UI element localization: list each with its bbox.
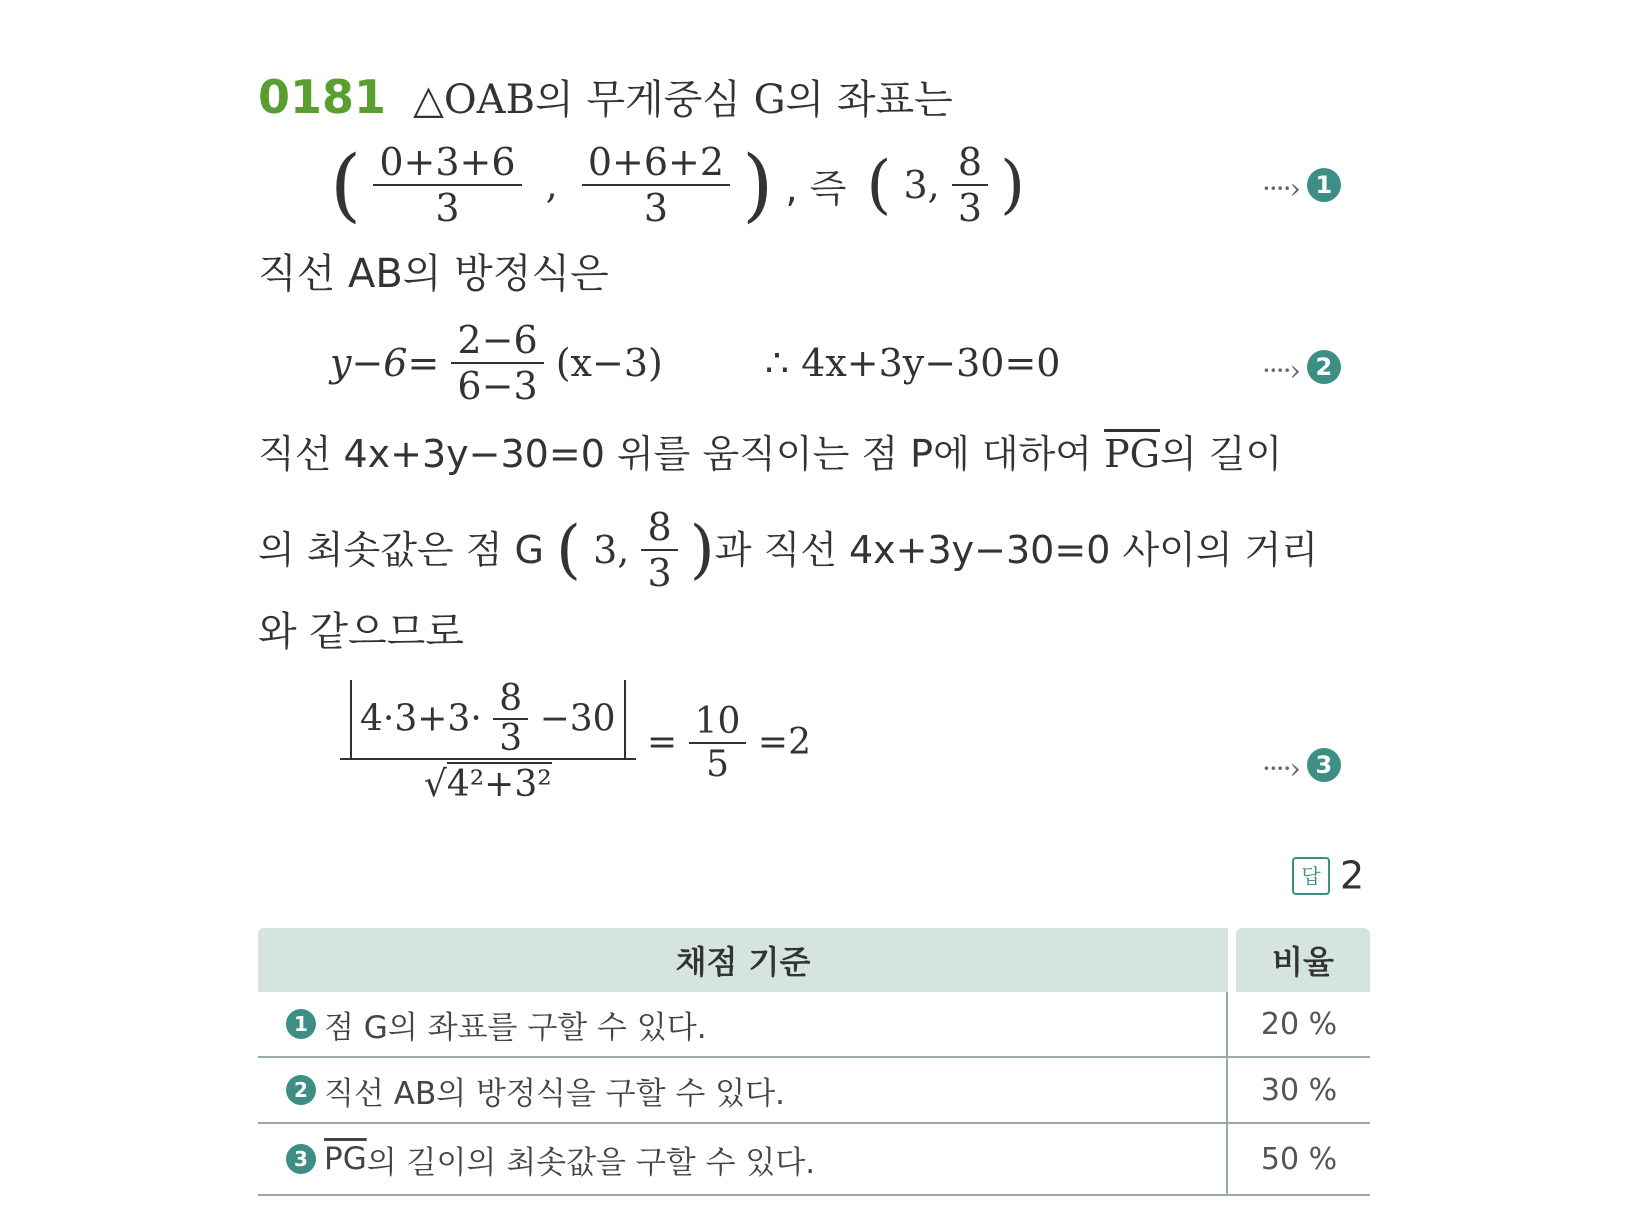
intro-text: △OAB의 무게중심 G의 좌표는	[413, 77, 953, 123]
fraction: $\frac{8}{3}$	[952, 140, 988, 230]
table-row: 3 $\overline{PG}$ 의 길이의 최솟값을 구할 수 있다. 50 %	[258, 1124, 1370, 1196]
step-marker-1: ····› 1	[1262, 168, 1341, 205]
table-header	[258, 928, 1370, 992]
fraction: $\frac{10}{5}$	[689, 701, 747, 785]
line-equation: y−6= $\frac{2-6}{6-3}$ (x−3) ∴ 4x+3y−30=0	[330, 318, 1061, 408]
paragraph-line-1: 직선 4x+3y−30=0 위를 움직이는 점 P에 대하여 $\overline{PG}$의 길이	[258, 432, 1283, 476]
answer-icon: 답	[1292, 857, 1330, 895]
sqrt-symbol: √	[423, 764, 447, 805]
fraction: $\frac{0+6+2}{3}$	[582, 140, 730, 230]
paren-open: (	[330, 138, 362, 231]
distance-formula: 4·3+3· $\frac{8}{3}$ −30 √4²+3² = $\frac{10}{5}$ =2	[340, 680, 811, 805]
problem-number: 0181	[258, 70, 387, 124]
fraction: $\frac{8}{3}$	[641, 505, 677, 595]
table-row: 2 직선 AB의 방정식을 구할 수 있다. 30 %	[258, 1058, 1370, 1124]
problem-header	[258, 70, 953, 124]
header-criteria: 채점 기준	[258, 928, 1236, 992]
header-ratio: 비율	[1236, 928, 1370, 992]
centroid-expression: ( $\frac{0+3+6}{3}$ , $\frac{0+6+2}{3}$ ) , 즉 ( 3, $\frac{8}{3}$ )	[330, 138, 1026, 231]
connector-text: , 즉	[785, 166, 847, 211]
line-ab-text: 직선 AB의 방정식은	[258, 251, 609, 297]
step-marker-2: ····› 2	[1262, 350, 1341, 387]
paragraph-line-2: 의 최솟값은 점 G ( 3, $\frac{8}{3}$ )과 직선 4x+3y−30=0 사이의 거리	[258, 505, 1319, 595]
table-row: 1 점 G의 좌표를 구할 수 있다. 20 %	[258, 992, 1370, 1058]
absolute-value: 4·3+3· $\frac{8}{3}$ −30	[350, 680, 626, 758]
fraction: $\frac{2-6}{6-3}$	[451, 318, 543, 408]
answer: 답 2	[1292, 850, 1364, 898]
paren-close: )	[742, 138, 774, 231]
fraction: $\frac{8}{3}$	[493, 680, 528, 758]
step-marker-3: ····› 3	[1262, 748, 1341, 785]
distance-fraction: 4·3+3· $\frac{8}{3}$ −30 √4²+3²	[340, 680, 636, 805]
fraction: $\frac{0+3+6}{3}$	[373, 140, 521, 230]
rubric-table	[258, 928, 1370, 1196]
paragraph-line-3: 와 같으므로	[258, 609, 464, 655]
